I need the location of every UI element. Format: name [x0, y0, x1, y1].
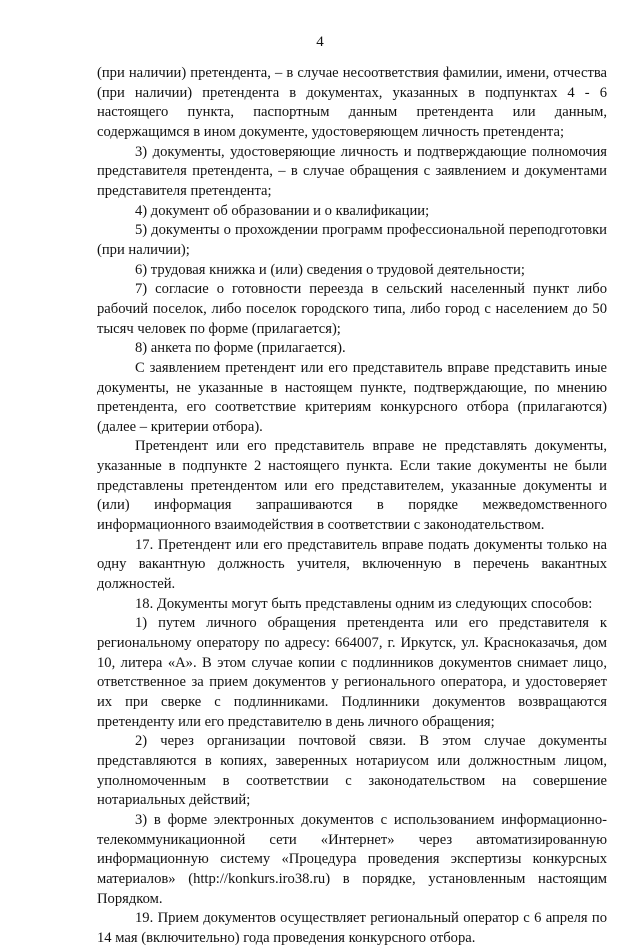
- page-number: 4: [316, 34, 324, 50]
- paragraph-item-4: 4) документ об образовании и о квалификации;: [135, 202, 430, 219]
- paragraph-method-3: 3) в форме электронных документов с использованием информационно-телекоммуникационной сети «Интернет» через автоматизированную информационную систему «Процедура проведения экспертизы конкурсных материалов» (http://konkurs.iro38.ru) в порядке, установленным настоящим Порядком.: [97, 811, 607, 907]
- paragraph-method-2: 2) через организации почтовой связи. В этом случае документы представляются в копиях, заверенных нотариусом или должностным лицом, уполномоченным в соответствии с законодательством на совершение нотариальных действий;: [97, 733, 607, 809]
- paragraph-item-5: 5) документы о прохождении программ профессиональной переподготовки (при наличии);: [97, 222, 607, 258]
- paragraph-method-1: 1) путем личного обращения претендента или его представителя к региональному оператору по адресу: 664007, г. Иркутск, ул. Красноказачья, дом 10, литера «А». В этом случае копии с подлинников документов снимает лицо, ответственное за прием документов у регионального оператора, и удостоверяет их при сверке с подлинниками. Подлинники документов возвращаются претенденту или его представителю в день личного обращения;: [97, 615, 607, 730]
- paragraph-item-6: 6) трудовая книжка и (или) сведения о трудовой деятельности;: [135, 261, 525, 278]
- paragraph-continuation: (при наличии) претендента, – в случае несоответствия фамилии, имени, отчества (при наличии) претендента в документах, указанных в подпунктах 4 - 6 настоящего пункта, паспортным данным претендента или данным, содержащимся в ином документе, удостоверяющем личность претендента;: [97, 65, 607, 140]
- paragraph-item-8: 8) анкета по форме (прилагается).: [135, 340, 346, 357]
- paragraph-clause-18: 18. Документы могут быть представлены одним из следующих способов:: [135, 595, 593, 612]
- paragraph-clause-17: 17. Претендент или его представитель вправе подать документы только на одну вакантную должность учителя, включенную в перечень вакантных должностей.: [97, 536, 607, 593]
- paragraph-item-7: 7) согласие о готовности переезда в сельский населенный пункт либо рабочий поселок, либо поселок городского типа, либо город с населением до 50 тысяч человек по форме (прилагается);: [97, 281, 607, 337]
- paragraph-clause-19: 19. Прием документов осуществляет региональный оператор с 6 апреля по 14 мая (включительно) года проведения конкурсного отбора.: [97, 910, 607, 946]
- document-body: [97, 64, 607, 949]
- paragraph-additional-documents: С заявлением претендент или его представитель вправе представить иные документы, не указанные в настоящем пункте, подтверждающие, по мнению претендента, его соответствие критериям конкурсного отбора (прилагаются) (далее – критерии отбора).: [97, 359, 607, 435]
- paragraph-item-3: 3) документы, удостоверяющие личность и подтверждающие полномочия представителя претендента, – в случае обращения с заявлением и документами представителя претендента;: [97, 143, 607, 199]
- paragraph-interagency-request: Претендент или его представитель вправе не представлять документы, указанные в подпункте 2 настоящего пункта. Если такие документы не были представлены претендентом или его представителем, указанные документы и (или) информация запрашиваются в порядке межведомственного информационного взаимодействия в соответствии с законодательством.: [97, 438, 607, 534]
